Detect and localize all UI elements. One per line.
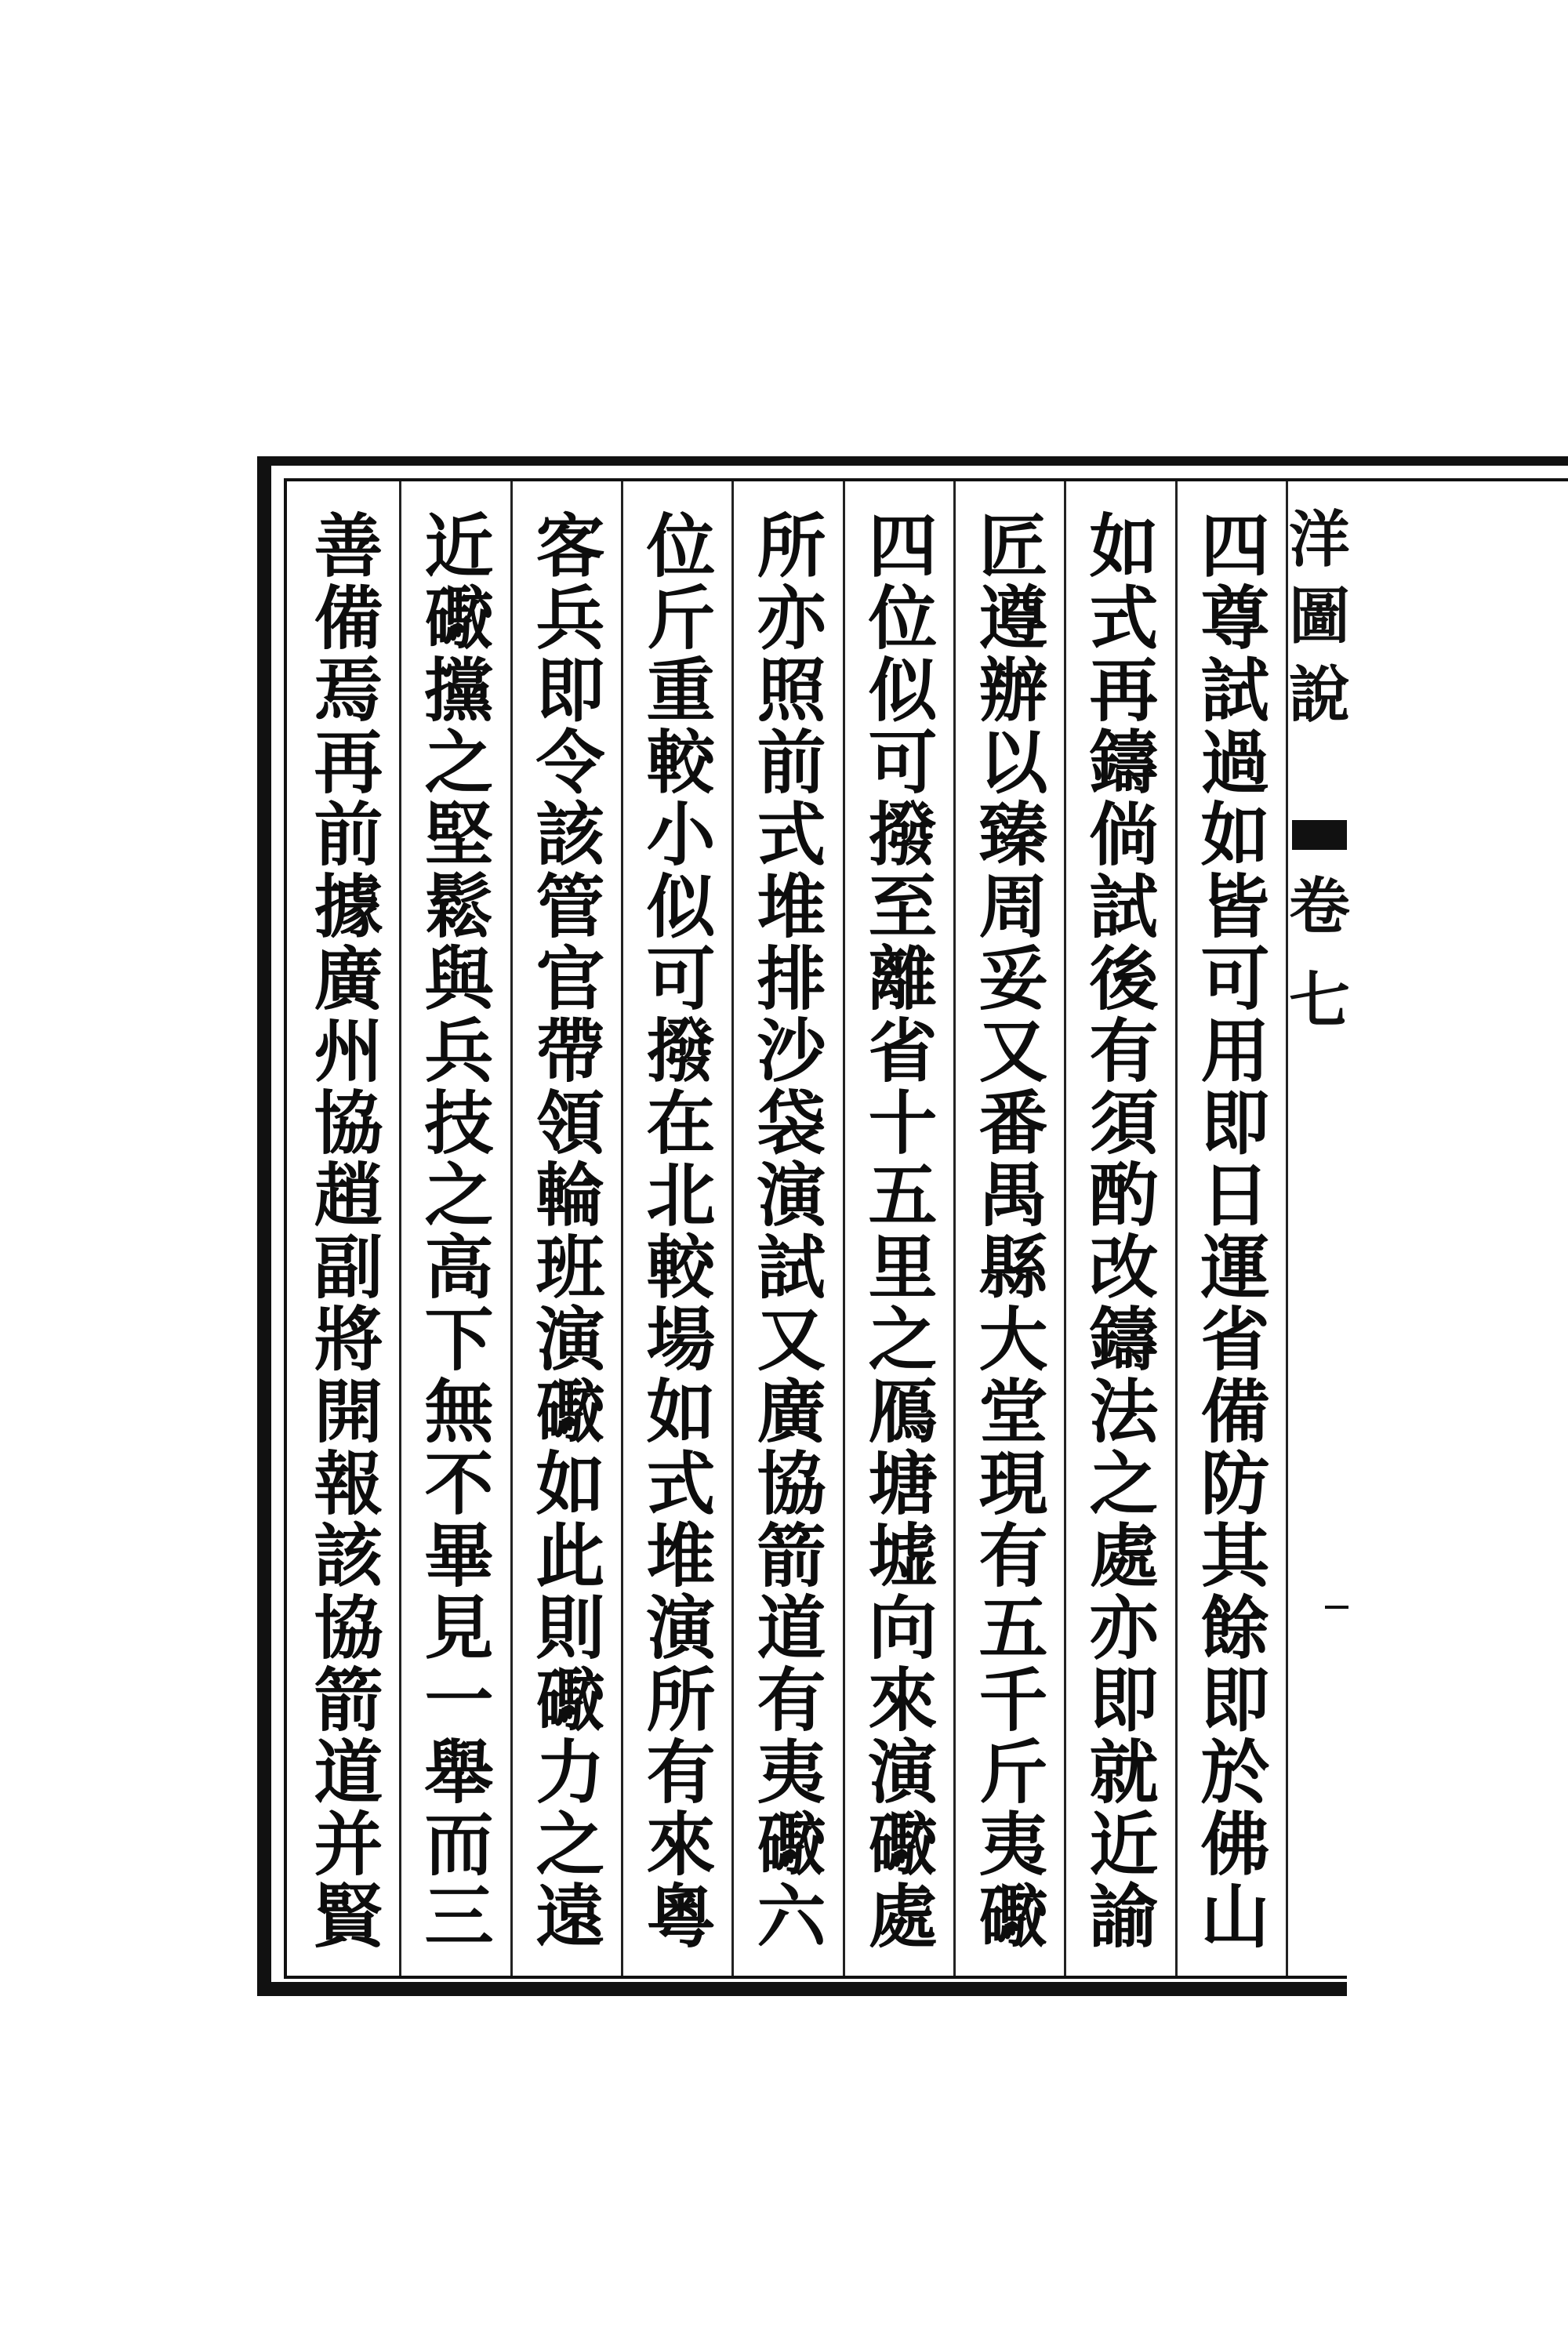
- text-column: [289, 510, 399, 1968]
- column-text: 近礮攩之堅鬆與兵技之高下無不畢見一舉而三: [413, 510, 495, 1952]
- column-text: 匠遵辦以臻周妥又番禺縣大堂現有五千斤夷礮: [967, 510, 1050, 1952]
- text-column: [510, 510, 621, 1968]
- gutter-title-char: 洋: [1289, 504, 1351, 575]
- text-column: [1175, 510, 1286, 1968]
- column-text: 所亦照前式堆排沙袋演試又廣協箭道有夷礮六: [746, 510, 828, 1952]
- gutter-title-char: 圖: [1289, 581, 1351, 652]
- column-text: 四位似可撥至離省十五里之鴈塘墟向來演礮處: [857, 510, 939, 1952]
- frame-top-border: [257, 456, 1568, 466]
- gutter-leaf-char: 七: [1289, 965, 1351, 1036]
- column-text: 四尊試過如皆可用即日運省備防其餘即於佛山: [1189, 510, 1272, 1952]
- text-column: [843, 510, 953, 1968]
- gutter-dash-mark: [1325, 1606, 1348, 1609]
- gutter-volume-char: 卷: [1289, 871, 1351, 942]
- column-text: 善備焉再前據廣州協趙副將開報該協箭道并賢: [303, 510, 385, 1952]
- frame-left-outer-border: [257, 456, 271, 1996]
- text-column: [953, 510, 1064, 1968]
- column-rule: [399, 481, 401, 1976]
- column-rule: [510, 481, 513, 1976]
- column-text: 客兵即令該管官帶領輪班演礮如此則礮力之遠: [524, 510, 607, 1952]
- column-rule: [953, 481, 956, 1976]
- fish-tail-mark: [1292, 820, 1347, 850]
- column-rule: [1175, 481, 1178, 1976]
- page-gutter: [1286, 481, 1351, 1976]
- column-rule: [621, 481, 623, 1976]
- text-column: [731, 510, 842, 1968]
- column-rule: [731, 481, 734, 1976]
- text-column: [399, 510, 510, 1968]
- frame-left-inner-border: [284, 478, 287, 1979]
- column-rule: [843, 481, 845, 1976]
- frame-inner-bottom-border: [284, 1976, 1347, 1979]
- gutter-title-char: 說: [1289, 659, 1351, 731]
- column-rule: [1286, 481, 1288, 1976]
- text-column: [621, 510, 731, 1968]
- text-column: [1064, 510, 1174, 1968]
- column-text: 如式再鑄倘試後有須酌改鑄法之處亦即就近諭: [1078, 510, 1160, 1952]
- column-text: 位斤重較小似可撥在北較場如式堆演所有來粵: [635, 510, 717, 1952]
- frame-bottom-border: [257, 1982, 1347, 1996]
- frame-inner-top-border: [284, 478, 1568, 481]
- column-rule: [1064, 481, 1066, 1976]
